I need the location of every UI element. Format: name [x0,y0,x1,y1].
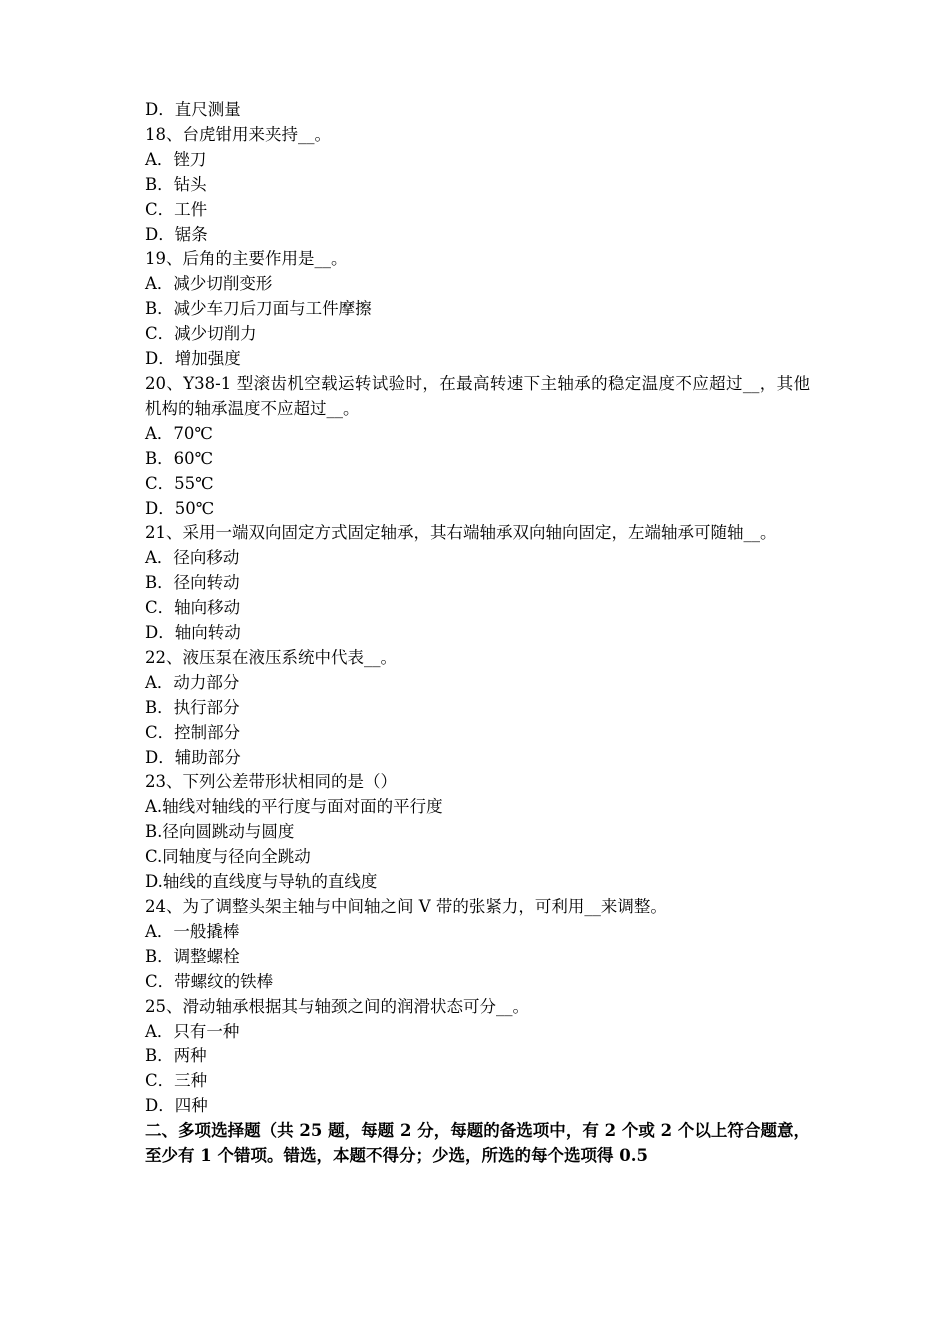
text-line: B．径向转动 [145,573,240,593]
text-line: A．锉刀 [145,149,207,169]
text-line: A．径向移动 [145,548,240,568]
text-line: D．增加强度 [145,349,241,369]
text-line: D．轴向转动 [145,623,241,643]
text-line: D．50℃ [145,498,215,518]
text-line: 19、后角的主要作用是__。 [145,249,348,269]
text-line: A．只有一种 [145,1021,240,1041]
text-line: B．60℃ [145,448,214,468]
section-heading: 二、多项选择题（共 25 题，每题 2 分，每题的备选项中，有 2 个或 2 个以上符合题意，至少有 1 个错项。错选，本题不得分；少选，所选的每个选项得 0.5 [145,1121,810,1166]
document-body [145,98,810,1169]
text-line: B．执行部分 [145,697,240,717]
text-line: D．直尺测量 [145,100,241,119]
text-line: C．减少切削力 [145,324,257,344]
text-line: C．三种 [145,1071,208,1091]
text-line: 20、Y38-1 型滚齿机空载运转试验时，在最高转速下主轴承的稳定温度不应超过__，其他机构的轴承温度不应超过__。 [145,373,810,418]
text-line: B．两种 [145,1046,207,1066]
text-line: B．钻头 [145,174,207,194]
text-line: B．减少车刀后刀面与工件摩擦 [145,299,372,319]
text-line: A.轴线对轴线的平行度与面对面的平行度 [145,797,443,817]
text-line: C．控制部分 [145,722,241,742]
text-line: D．四种 [145,1096,208,1116]
text-line: A．一般撬棒 [145,921,240,941]
text-line: D.轴线的直线度与导轨的直线度 [145,872,378,892]
text-line: C.同轴度与径向全跳动 [145,847,311,867]
text-line: 25、滑动轴承根据其与轴颈之间的润滑状态可分__。 [145,996,529,1016]
text-line: C．轴向移动 [145,598,241,618]
text-line: 22、液压泵在液压系统中代表__。 [145,647,397,667]
text-line: B．调整螺栓 [145,946,240,966]
question-lines [145,98,810,1119]
text-line: 24、为了调整头架主轴与中间轴之间 V 带的张紧力，可利用__来调整。 [145,897,667,916]
text-line: 21、采用一端双向固定方式固定轴承，其右端轴承双向轴向固定，左端轴承可随轴__。 [145,523,777,543]
text-line: B.径向圆跳动与圆度 [145,822,295,842]
text-line: D．锯条 [145,224,208,244]
text-line: A．70℃ [145,423,213,443]
text-line: A．动力部分 [145,672,240,692]
text-line: 18、台虎钳用来夹持__。 [145,124,331,144]
text-line: A．减少切削变形 [145,274,273,294]
text-line: 23、下列公差带形状相同的是（） [145,772,397,792]
text-line: C．带螺纹的铁棒 [145,971,274,991]
text-line: C．55℃ [145,473,214,493]
text-line: D．辅助部分 [145,747,241,767]
text-line: C．工件 [145,199,208,219]
